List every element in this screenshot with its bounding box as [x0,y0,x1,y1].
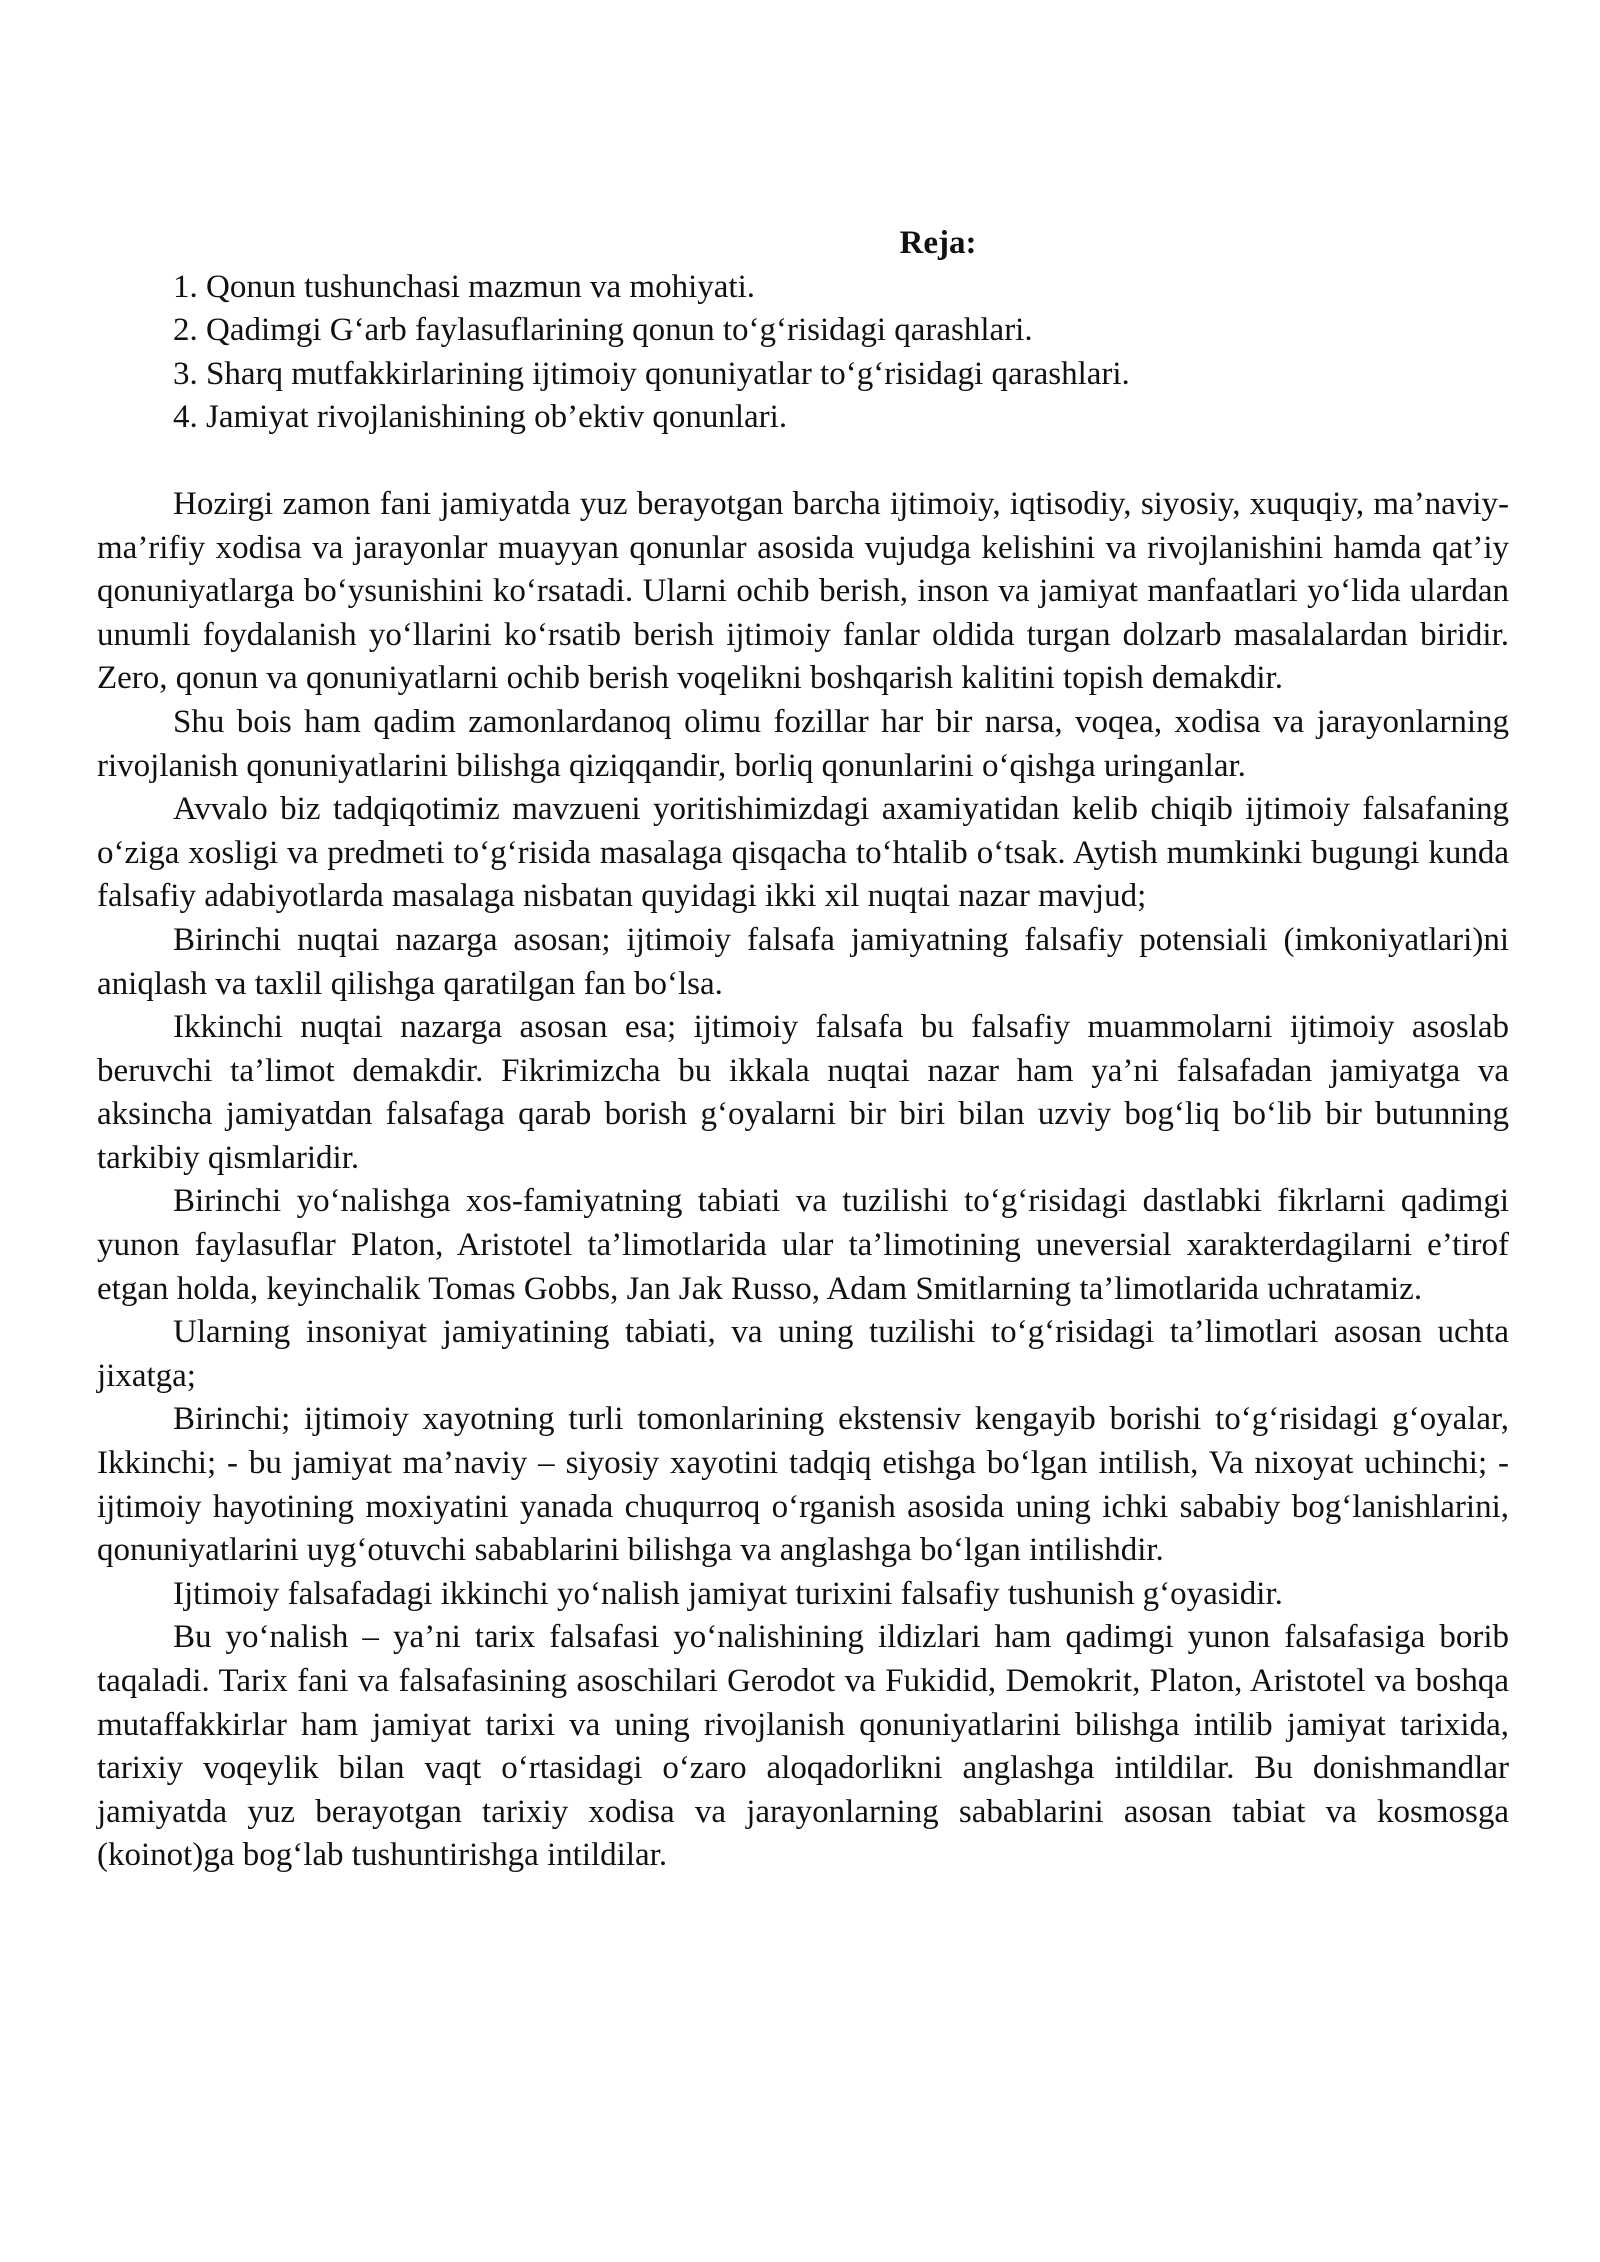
section-gap [97,440,1509,483]
body-paragraph: Birinchi; ijtimoiy xayotning turli tomonlarining ekstensiv kengayib borishi to‘g‘risidagi g‘oyalar, Ikkinchi; - bu jamiyat ma’naviy – siyosiy xayotini tadqiq etishga bo‘lgan intilish, Va nixoyat uchinchi; - ijtimoiy hayotining moxiyatini yanada chuqurroq o‘rganish asosida uning ichki sababiy bog‘lanishlarini, qonuniyatlarini uyg‘otuvchi sabablarini bilishga va anglashga bo‘lgan intilishdir. [97,1401,1509,1569]
body-paragraph: Ijtimoiy falsafadagi ikkinchi yo‘nalish jamiyat turixini falsafiy tushunish g‘oyasidir. [173,1575,1283,1612]
document-page [97,222,1509,1878]
body-paragraph: Bu yo‘nalish – ya’ni tarix falsafasi yo‘nalishining ildizlari ham qadimgi yunon falsafasiga borib taqaladi. Tarix fani va falsafasining asoschilari Gerodot va Fukidid, Demokrit, Platon, Aristotel va boshqa mutaffakkirlar ham jamiyat tarixi va uning rivojlanish qonuniyatlarini bilishga intilib jamiyat tarixida, tarixiy voqeylik bilan vaqt o‘rtasidagi o‘zaro aloqadorlikni anglashga intildilar. Bu donishmandlar jamiyatda yuz berayotgan tarixiy xodisa va jarayonlarning sabablarini asosan tabiat va kosmosga (koinot)ga bog‘lab tushuntirishga intildilar. [97,1619,1509,1874]
plan-item: 2. Qadimgi G‘arb faylasuflarining qonun to‘g‘risidagi qarashlari. [173,312,1033,349]
body-paragraph: Ularning insoniyat jamiyatining tabiati, va uning tuzilishi to‘g‘risidagi ta’limotlari asosan uchta jixatga; [97,1314,1509,1394]
plan-item: 1. Qonun tushunchasi mazmun va mohiyati. [173,268,755,305]
body-paragraph: Birinchi nuqtai nazarga asosan; ijtimoiy falsafa jamiyatning falsafiy potensiali (imkoniyatlari)ni aniqlash va taxlil qilishga qaratilgan fan bo‘lsa. [97,921,1509,1002]
body-paragraph: Ikkinchi nuqtai nazarga asosan esa; ijtimoiy falsafa bu falsafiy muammolarni ijtimoiy asoslab beruvchi ta’limot demakdir. Fikrimizcha bu ikkala nuqtai nazar ham ya’ni falsafadan jamiyatga va aksincha jamiyatdan falsafaga qarab borish g‘oyalarni bir biri bilan uzviy bog‘liq bo‘lib bir butunning tarkibiy qismlaridir. [97,1009,1509,1176]
body-paragraph: Birinchi yo‘nalishga xos-famiyatning tabiati va tuzilishi to‘g‘risidagi dastlabki fikrlarni qadimgi yunon faylasuflar Platon, Aristotel ta’limotlarida ular ta’limotining uneversial xarakterdagilarni e’tirof etgan holda, keyinchalik Tomas Gobbs, Jan Jak Russo, Adam Smitlarning ta’limotlarida uchratamiz. [97,1183,1509,1307]
body-paragraph: Hozirgi zamon fani jamiyatda yuz berayotgan barcha ijtimoiy, iqtisodiy, siyosiy, xuquqiy, ma’naviy-ma’rifiy xodisa va jarayonlar muayyan qonunlar asosida vujudga kelishini va rivojlanishini hamda qat’iy qonuniyatlarga bo‘ysunishini ko‘rsatadi. Ularni ochib berish, inson va jamiyat manfaatlari yo‘lida ulardan unumli foydalanish yo‘llarini ko‘rsatib berish ijtimoiy fanlar oldida turgan dolzarb masalalardan biridir. Zero, qonun va qonuniyatlarni ochib berish voqelikni boshqarish kalitini topish demakdir. [97,485,1509,697]
plan-item: 3. Sharq mutfakkirlarining ijtimoiy qonuniyatlar to‘g‘risidagi qarashlari. [173,355,1130,392]
body-paragraph: Shu bois ham qadim zamonlardanoq olimu fozillar har bir narsa, voqea, xodisa va jarayonlarning rivojlanish qonuniyatlarini bilishga qiziqqandir, borliq qonunlarini o‘qishga uringanlar. [97,703,1509,784]
body-paragraph: Avvalo biz tadqiqotimiz mavzueni yoritishimizdagi axamiyatidan kelib chiqib ijtimoiy falsafaning o‘ziga xosligi va predmeti to‘g‘risida masalaga qisqacha to‘htalib o‘tsak. Aytish mumkinki bugungi kunda falsafiy adabiyotlarda masalaga nisbatan quyidagi ikki xil nuqtai nazar mavjud; [97,791,1509,915]
plan-title: Reja: [899,225,977,261]
plan-list [97,266,1509,440]
plan-item: 4. Jamiyat rivojlanishining ob’ektiv qonunlari. [173,399,788,436]
